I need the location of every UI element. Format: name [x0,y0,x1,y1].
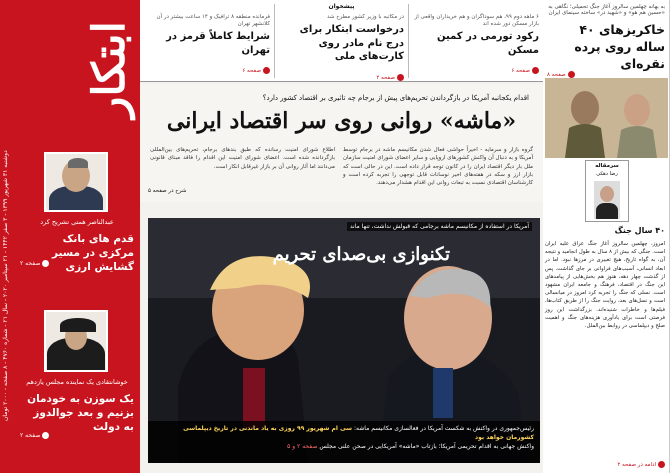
top-story-3-title: شرایط کاملاً قرمز در تهران [166,31,270,56]
right-story-page: صفحه ۸ [547,72,566,78]
photo-caption-text2: واکنش جهانی به اقدام تحریمی آمریکا؛ بازتاب «ماشه» آمریکایی در صحن علنی مجلس [319,443,534,450]
portrait-mp [44,310,108,372]
page-marker-icon [658,461,665,468]
top-story-2-title: درخواست ابتکار برای درج نام مادر روی کارت‌های ملی [299,24,404,63]
author-box [585,160,629,222]
top-story-2-page: صفحه ۲ [376,74,395,81]
page-marker-icon [397,74,404,81]
column-continue-text: ادامه در صفحه ۲ [617,462,656,468]
main-story-lead-right: گروه بازار و سرمایه - اخیراً حواشی فعال شدن مکانیسم ماشه در برجام توسط آمریکا و به دنبال آن واکنش کشورهای اروپایی و سایر اعضای شورای امنیت سازمان ملل بار دیگر اقتصاد ایران را در کانون توجه قرار داده است. این در حالی است که بازار ارز و سکه در هفته‌های اخیر نوسانات قابل توجهی را تجربه کرده است و کارشناسان اقتصادی نسبت به تبعات روانی این اقدام هشدار می‌دهند. [343,147,533,186]
photo-story[interactable] [148,218,540,463]
column-heading: ۴۰ سال جنگ [614,226,665,235]
story2-caption: خوشانتقادی یک نماینده مجلس یازدهم [26,378,128,386]
page-marker-icon [568,71,575,78]
top-story-3[interactable] [142,4,274,78]
photo-kicker: آمریکا در استفاده از مکانیسم ماشه برجامی که قبولش نداشت، تنها ماند [347,222,532,231]
photo-caption-bold: سی ام شهریور ۹۹ روزی به یاد ماندنی در تاریخ دیپلماسی کشورمان خواهد بود [183,425,534,441]
main-story-lead-left: اطلاع شورای امنیت رسانده که طبق بندهای برجام، تحریم‌های بین‌المللی بازگردانده شده است. اعضای شورای امنیت این اقدام را فاقد مبنای قانونی می‌دانند اما آثار روانی آن بر بازار غیرقابل انکار است. [150,147,335,170]
author-photo [594,181,620,219]
page-marker-icon [532,67,539,74]
story1-page-ref[interactable] [20,260,49,267]
logo-text: ابتکار [84,21,136,118]
page-marker-icon [42,432,49,439]
top-story-3-page-ref [242,67,270,74]
top-strip [140,0,543,82]
top-story-1[interactable] [408,4,543,78]
film-still-photo [545,78,668,158]
author-role: سرمقاله [595,163,619,169]
portrait-hemmati [44,152,108,212]
story2-headline[interactable]: یک سوزن به خودمان بزنیم و بعد جوالدوز به دولت [27,393,134,434]
right-story-title[interactable]: خاکریزهای ۴۰ ساله روی پرده نقره‌ای [574,22,665,71]
main-story-title: «ماشه» روانی روی سر اقتصاد ایرانی [166,108,517,134]
photo-caption-text: رئیس‌جمهوری در واکنش به شکست آمریکا در فعالسازی مکانیسم ماشه: [353,425,534,432]
photo-caption [148,421,540,463]
top-story-2-kicker: در مکاتبه با وزیر کشور مطرح شد [326,14,404,20]
issue-strip [0,0,14,473]
top-story-3-page: صفحه ۶ [242,68,261,75]
top-story-1-title: رکود تورمی در کمین مسکن [437,31,539,56]
main-story[interactable] [140,84,543,202]
photo-page-ref[interactable]: صفحه ۲ و ۵ [287,443,318,450]
top-story-3-kicker: فرمانده منطقه ۸ ترافیک و ۱۴ ساعت بیشتر در آن کلانشهر تهران [156,14,270,28]
story1-page: صفحه ۲ [20,260,41,267]
page-marker-icon [42,260,49,267]
top-story-2-page-ref [376,74,404,81]
right-column [543,0,670,473]
main-story-kicker: اقدام یکجانبه آمریکا در بازگرداندن تحریم‌های پیش از برجام چه تاثیری بر اقتصاد کشور دارد؟ [262,94,529,102]
photo-title: تکنوازی بی‌صدای تحریم [272,244,450,265]
right-story-kicker: به بهانه چهلمین سالروز آغاز جنگ تحمیلی؛ نگاهی به «حسین هم هو» و «شهید در» ساخته سینمای ایران [548,4,665,16]
story1-caption: عبدالناصر همتی تشریح کرد [40,218,114,226]
main-story-ref-text: شرح در صفحه ۵ [148,188,187,194]
column-body: امروز، چهلمین سالروز آغاز جنگ عراق علیه ایران است. جنگی که بیش از ۸ سال به طول انجامید و نتیجه آن، به گواه تاریخ، هیچ تغییری در مرزها نبود. اما در ابعاد انسانی، آسیب‌های فراوانی بر جای گذاشت. پس از گذشت چهار دهه، هنوز هم بخش‌هایی از پیامدهای این جنگ در اقتصاد، فرهنگ و جامعه ایران مشهود است. نسلی که جنگ را تجربه کرد امروز در میانسالی است و نسل‌های بعد، روایت جنگ را از طریق کتاب‌ها، فیلم‌ها و خاطرات شنیده‌اند. بزرگداشت این روز فرصتی است برای یادآوری هزینه‌های جنگ و اهمیت صلح و دیپلماسی در روابط بین‌الملل. [545,241,665,330]
top-story-1-kicker: ۶ ماهه دوم ۹۹، هم سوداگران و هم خریداران واقعی از بازار مسکن دور شده اند [414,14,539,28]
top-strip-label: پیشخوان [325,3,357,10]
author-name: رضا دهکی [596,171,618,177]
issue-line: دوشنبه ۳۱ شهریور ۱۳۹۹ - ۳ صفر ۱۴۴۲ - ۲۱ سپتامبر ۲۰۲۰ - سال ۲۱ - شماره ۴۷۶۰ - ۸ صفحه - ۲۰۰۰ تومان [2,150,9,421]
film-still-image [545,78,668,158]
left-column [14,140,140,473]
page-marker-icon [263,67,270,74]
top-story-1-page: صفحه ۶ [511,68,530,75]
column-continue[interactable] [617,461,665,468]
main-story-ref [148,188,186,194]
masthead [0,0,140,140]
story2-page: صفحه ۲ [20,432,41,439]
top-story-2[interactable] [274,4,408,81]
story2-page-ref[interactable] [20,432,49,439]
top-story-1-page-ref [511,67,539,74]
right-story-page-ref[interactable] [547,71,575,78]
story1-headline[interactable]: قدم های بانک مرکزی در مسیر گشایش ارزی [51,233,134,274]
newspaper-logo [2,4,136,136]
